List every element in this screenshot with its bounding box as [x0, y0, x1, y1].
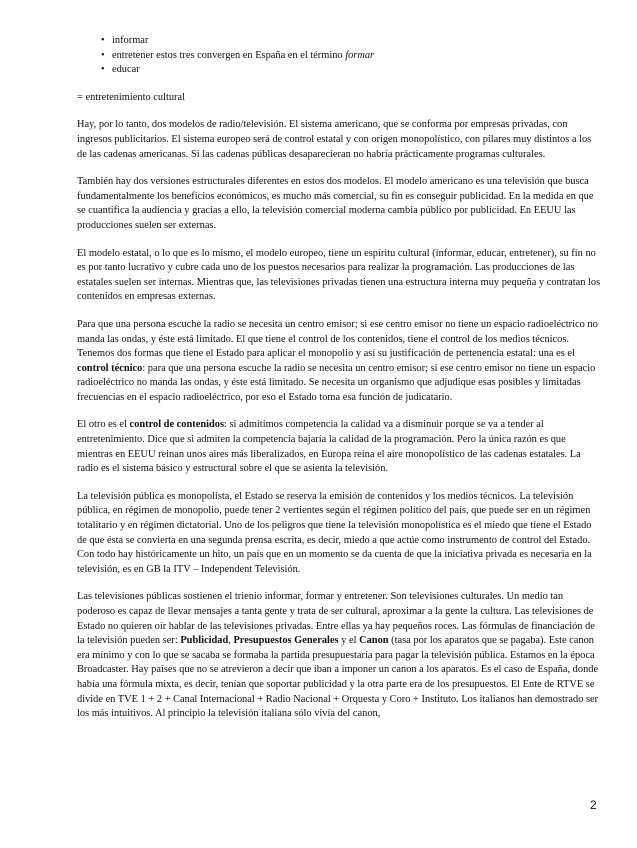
- text-span: ,: [228, 635, 234, 647]
- paragraph-state-model: El modelo estatal, o lo que es lo mismo, el modelo europeo, tiene un espíritu cultural (informar, educar, entretener), su fin no es por tanto lucrativo y cubre cada uno de los puestos necesarios para realizar la programación. Las producciones de las estatales suelen ser internas. Mientras que, las televisiones privadas tienen una estructura interna muy pequeña y contratan los contenidos en empresas externas.: [77, 247, 601, 303]
- equation-line: = entretenimiento cultural: [77, 91, 185, 103]
- text-span: : para que una persona escuche la radio se necesita un centro emisor; si ese centro emisor no tiene un espacio radioeléctrico no manda las ondas, y éste está limitado. Se necesita un organismo que adjudique esas posibles y limitadas frecuencias en el espacio radioeléctrico, por eso el Estado toma esa función de judicatario.: [77, 362, 596, 403]
- bullet-formar-italic: formar: [345, 49, 375, 61]
- bold-publicidad: Publicidad: [180, 635, 229, 647]
- bold-presupuestos-generales: Presupuestos Generales: [233, 635, 339, 647]
- bullet-list: [101, 34, 603, 78]
- paragraph-public-tv-funding: [77, 590, 603, 721]
- list-item: [101, 63, 603, 78]
- text-span: (tasa por los aparatos que se pagaba). Este canon era mínimo y con lo que se sacaba se formaba la partida presupuestaria para pagar la televisión pública. Estamos en la época Broadcaster. Hay países que no se atrevieron a decir que iban a imponer un canon a los aparatos. Es el caso de España, donde había una fórmula mixta, es decir, tenían que soportar publicidad y la otra parte era de los presupuestos. El Ente de RTVE se divide en TVE 1 + 2 + Canal Internacional + Radio Nacional + Orquesta y Coro + Instituto. Los italianos han demostrado ser los más intuitivos. Al principio la televisión italiana sólo vivía del canon,: [77, 635, 599, 720]
- paragraph-public-tv-monopoly: La televisión pública es monopolista, el Estado se reserva la emisión de contenidos y los medios técnicos. La televisión pública, en régimen de monopolio, puede tener 2 vertientes según el régimen político del país, que puede ser en un régimen totalitario y en régimen dictatorial. Uno de los peligros que tiene la televisión monopolística es el miedo que tiene el Estado de que ésta se convierta en una segunda prensa escrita, es decir, miedo a que actúe como instrumento de control del Estado. Con todo hay históricamente un hito, un país que en un momento se da cuenta de que la iniciativa privada es necesaria en la televisión, es en GB la ITV – Independent Televisión.: [77, 490, 592, 575]
- paragraph-content-control: [77, 418, 603, 476]
- page-number: 2: [590, 798, 597, 812]
- bold-control-contenidos: control de contenidos: [129, 419, 225, 431]
- bold-control-tecnico: control técnico: [77, 362, 143, 374]
- text-span: y el: [338, 635, 360, 647]
- bullet-informar: informar: [112, 35, 149, 46]
- list-item: [101, 34, 603, 49]
- text-span: El otro es el: [77, 419, 130, 431]
- text-span: Las televisiones públicas sostienen el trienio informar, formar y entretener. Son televisiones culturales. Un medio tan poderoso es capaz de llevar mensajes a tanta gente y trata de ser cultural, aproximar a la gente la cultura. Las televisiones de Estado no quieren oír hablar de las televisiones privadas. Entre ellas ya hay pequeños roces. Las fórmulas de financiación de la televisión pueden ser:: [77, 591, 595, 647]
- text-span: : si admitimos competencia la calidad va a disminuir porque se va a tender al entretenimiento. Dice que si admiten la competencia bajaría la calidad de la programación. Pero la única razón es que mientras en EEUU reinan unos aires más liberalizados, en Europa reina el aire monopolístico de las cadenas estatales. La radio es el sistema básico y estructural sobre el que se asienta la televisión.: [77, 419, 581, 475]
- text-span: Para que una persona escuche la radio se necesita un centro emisor; si ese centro emisor no tiene un espacio radioeléctrico no manda las ondas, y éste está limitado. El que tiene el control de los contenidos, tiene el control de los medios técnicos. Tenemos dos formas que tiene el Estado para aplicar el monopolio y así su justificación de pertenencia estatal: una es el: [77, 318, 598, 360]
- paragraph-models: Hay, por lo tanto, dos modelos de radio/televisión. El sistema americano, que se conforma por empresas privadas, con ingresos publicitarios. El sistema europeo será de control estatal y con origen monopolístico, con pilares muy distintos a los de las cadenas americanas. Si las cadenas públicas desaparecieran no habría prácticamente programas culturales.: [77, 119, 592, 160]
- list-item: [101, 49, 603, 64]
- paragraph-structural-versions: También hay dos versiones estructurales diferentes en estos dos modelos. El modelo americano es una televisión que busca fundamentalmente los beneficios económicos, es mucho más comercial, su fin es conseguir publicidad. En la medida en que se cuantifica la audiencia y gracias a ello, la televisión comercial moderna cambia público por publicidad. En EEUU las producciones suelen ser externas.: [77, 176, 594, 231]
- paragraph-technical-control: [77, 318, 603, 406]
- bold-canon: Canon: [359, 635, 389, 647]
- bullet-entretener: entretener estos tres convergen en España en el término: [112, 49, 346, 61]
- document-page: [77, 34, 603, 722]
- bullet-educar: educar: [112, 64, 140, 76]
